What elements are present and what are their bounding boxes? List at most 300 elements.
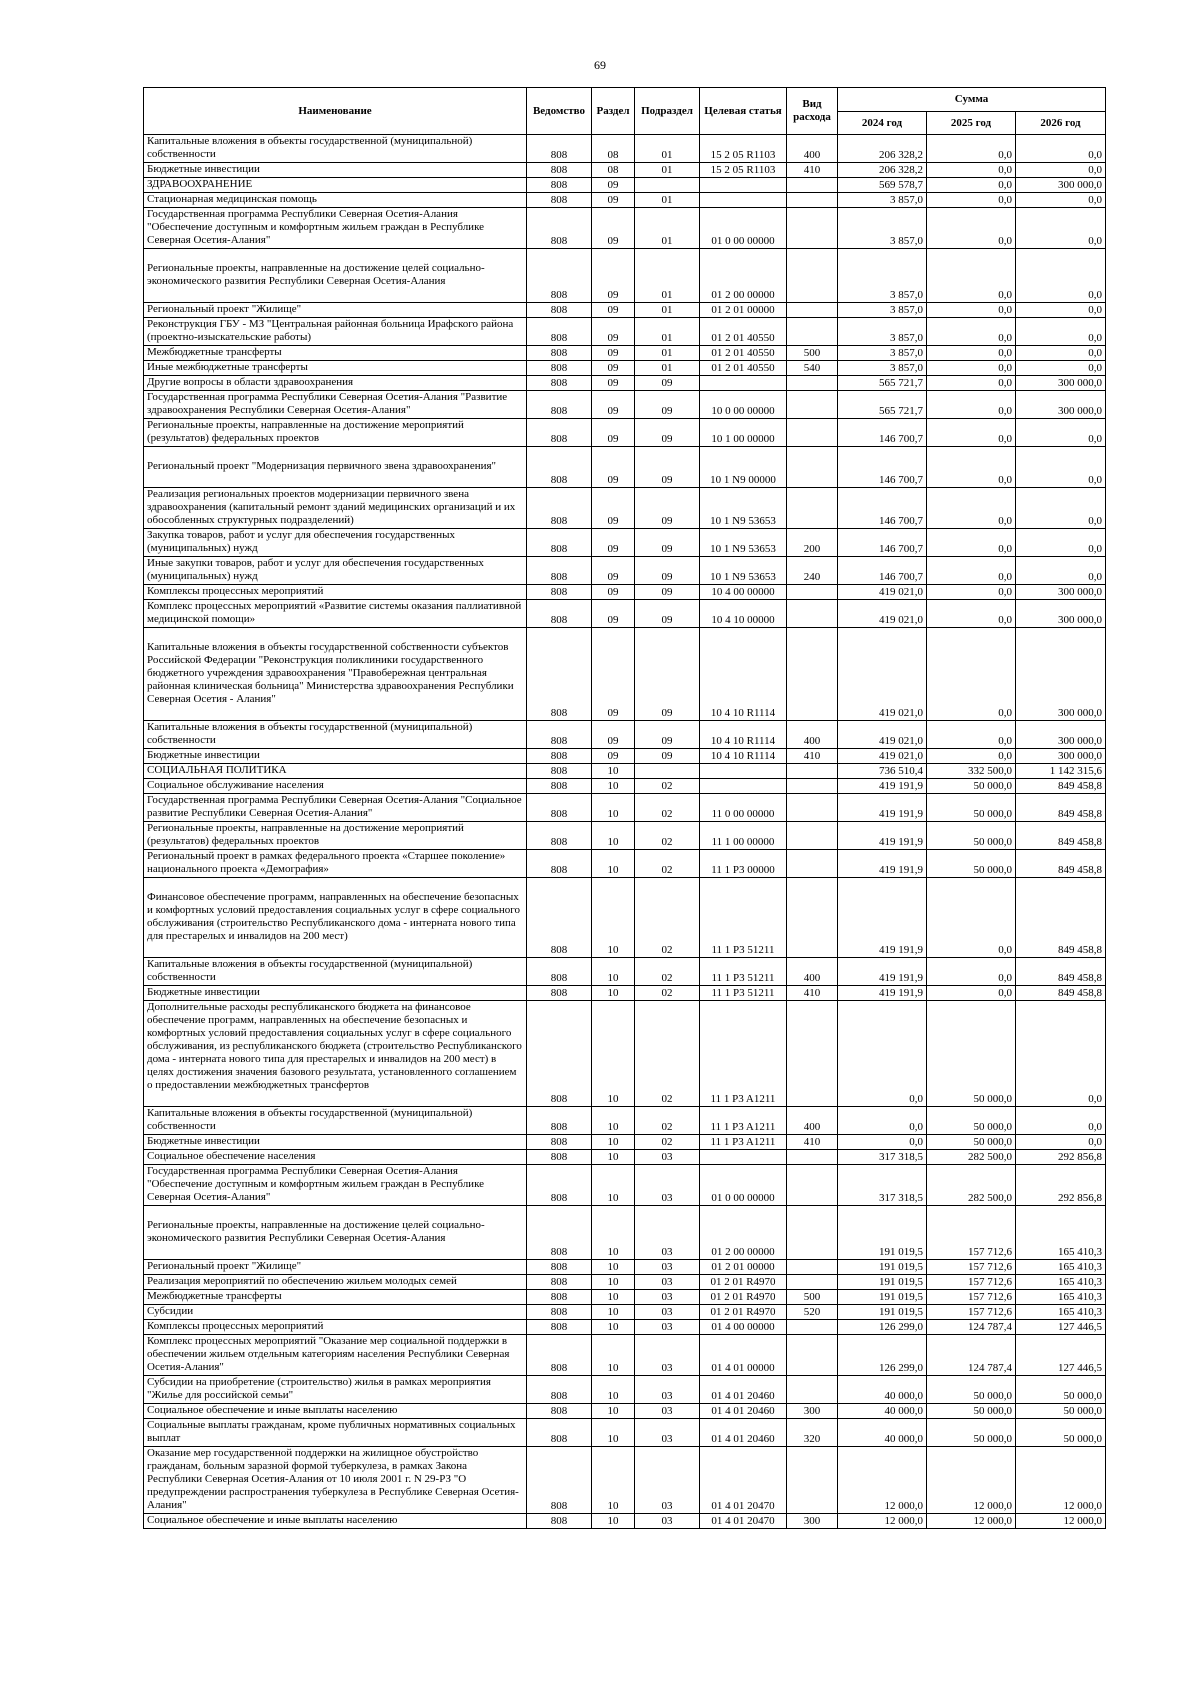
cell-target-article: 01 2 00 00000 [700, 1206, 787, 1260]
cell-section: 10 [592, 1290, 635, 1305]
cell-subsection: 02 [635, 878, 700, 958]
table-row [144, 958, 1106, 986]
cell-section: 10 [592, 1376, 635, 1404]
cell-2025: 0,0 [927, 178, 1016, 193]
cell-2026: 292 856,8 [1016, 1165, 1106, 1206]
table-row [144, 600, 1106, 628]
cell-name: Комплексы процессных мероприятий [144, 1320, 527, 1335]
table-row [144, 178, 1106, 193]
cell-target-article: 10 1 N9 53653 [700, 529, 787, 557]
cell-subsection: 02 [635, 986, 700, 1001]
cell-2026: 0,0 [1016, 447, 1106, 488]
cell-section: 10 [592, 1335, 635, 1376]
cell-name: Бюджетные инвестиции [144, 1135, 527, 1150]
cell-2025: 0,0 [927, 249, 1016, 303]
cell-section: 09 [592, 391, 635, 419]
cell-2024: 40 000,0 [838, 1376, 927, 1404]
header-expense-type: Вид расхода [787, 88, 838, 135]
cell-2025: 0,0 [927, 391, 1016, 419]
cell-2025: 0,0 [927, 878, 1016, 958]
cell-department: 808 [527, 318, 592, 346]
cell-expense-type [787, 391, 838, 419]
cell-2025: 50 000,0 [927, 850, 1016, 878]
cell-target-article: 01 4 01 20460 [700, 1404, 787, 1419]
cell-expense-type [787, 178, 838, 193]
cell-2024: 40 000,0 [838, 1419, 927, 1447]
cell-name: Социальное обеспечение и иные выплаты населению [144, 1514, 527, 1529]
table-row [144, 822, 1106, 850]
cell-expense-type: 540 [787, 361, 838, 376]
cell-target-article: 01 2 00 00000 [700, 249, 787, 303]
cell-department: 808 [527, 628, 592, 721]
cell-expense-type [787, 419, 838, 447]
cell-expense-type [787, 249, 838, 303]
cell-2025: 0,0 [927, 529, 1016, 557]
cell-2026: 0,0 [1016, 163, 1106, 178]
cell-2025: 0,0 [927, 557, 1016, 585]
cell-2026: 849 458,8 [1016, 878, 1106, 958]
cell-2024: 317 318,5 [838, 1150, 927, 1165]
cell-name: Другие вопросы в области здравоохранения [144, 376, 527, 391]
cell-subsection: 03 [635, 1335, 700, 1376]
header-sum: Сумма [838, 88, 1106, 112]
cell-subsection: 09 [635, 585, 700, 600]
cell-target-article: 11 1 P3 51211 [700, 986, 787, 1001]
cell-section: 10 [592, 986, 635, 1001]
cell-name: Социальное обеспечение и иные выплаты населению [144, 1404, 527, 1419]
cell-expense-type: 300 [787, 1404, 838, 1419]
cell-name: Государственная программа Республики Северная Осетия-Алания "Развитие здравоохранения Республики Северная Осетия-Алания" [144, 391, 527, 419]
cell-2025: 50 000,0 [927, 1135, 1016, 1150]
cell-expense-type [787, 303, 838, 318]
table-row [144, 1165, 1106, 1206]
cell-department: 808 [527, 850, 592, 878]
cell-subsection: 03 [635, 1447, 700, 1514]
cell-target-article: 10 4 10 R1114 [700, 628, 787, 721]
cell-department: 808 [527, 163, 592, 178]
cell-2024: 146 700,7 [838, 557, 927, 585]
cell-2025: 0,0 [927, 721, 1016, 749]
cell-expense-type [787, 447, 838, 488]
cell-department: 808 [527, 600, 592, 628]
cell-expense-type [787, 1376, 838, 1404]
cell-2024: 191 019,5 [838, 1260, 927, 1275]
cell-target-article: 01 0 00 00000 [700, 1165, 787, 1206]
cell-target-article: 11 1 P3 00000 [700, 850, 787, 878]
cell-section: 09 [592, 208, 635, 249]
cell-expense-type [787, 585, 838, 600]
cell-target-article: 10 1 N9 53653 [700, 557, 787, 585]
cell-department: 808 [527, 529, 592, 557]
cell-section: 10 [592, 1419, 635, 1447]
header-section: Раздел [592, 88, 635, 135]
cell-2026: 1 142 315,6 [1016, 764, 1106, 779]
table-row [144, 529, 1106, 557]
cell-expense-type: 400 [787, 1107, 838, 1135]
table-row [144, 391, 1106, 419]
cell-2025: 50 000,0 [927, 1376, 1016, 1404]
cell-subsection: 03 [635, 1290, 700, 1305]
cell-subsection: 01 [635, 193, 700, 208]
cell-2026: 165 410,3 [1016, 1290, 1106, 1305]
cell-name: Региональный проект "Модернизация первичного звена здравоохранения" [144, 447, 527, 488]
cell-2025: 0,0 [927, 303, 1016, 318]
cell-department: 808 [527, 822, 592, 850]
cell-expense-type [787, 850, 838, 878]
cell-section: 10 [592, 794, 635, 822]
cell-2024: 146 700,7 [838, 447, 927, 488]
cell-subsection: 09 [635, 419, 700, 447]
cell-section: 08 [592, 163, 635, 178]
cell-2024: 419 191,9 [838, 850, 927, 878]
cell-2024: 191 019,5 [838, 1206, 927, 1260]
table-row [144, 376, 1106, 391]
cell-department: 808 [527, 1275, 592, 1290]
cell-2025: 0,0 [927, 318, 1016, 346]
table-row [144, 1376, 1106, 1404]
cell-2026: 849 458,8 [1016, 986, 1106, 1001]
cell-target-article: 10 4 10 R1114 [700, 749, 787, 764]
cell-2025: 0,0 [927, 585, 1016, 600]
table-row [144, 303, 1106, 318]
table-row [144, 208, 1106, 249]
cell-2026: 0,0 [1016, 361, 1106, 376]
cell-2024: 419 021,0 [838, 749, 927, 764]
cell-2026: 165 410,3 [1016, 1260, 1106, 1275]
cell-name: Межбюджетные трансферты [144, 346, 527, 361]
cell-2024: 191 019,5 [838, 1305, 927, 1320]
cell-subsection [635, 764, 700, 779]
cell-2026: 0,0 [1016, 529, 1106, 557]
table-row [144, 1135, 1106, 1150]
cell-name: Стационарная медицинская помощь [144, 193, 527, 208]
cell-2025: 50 000,0 [927, 779, 1016, 794]
cell-name: Оказание мер государственной поддержки на жилищное обустройство гражданам, больным заразной формой туберкулеза, в рамках Закона Республики Северная Осетия-Алания от 10 июля 2001 г. N 29-РЗ "О предупреждении распространения туберкулеза в Республике Северная Осетия-Алания" [144, 1447, 527, 1514]
cell-2026: 849 458,8 [1016, 850, 1106, 878]
cell-2024: 206 328,2 [838, 135, 927, 163]
cell-target-article [700, 779, 787, 794]
cell-department: 808 [527, 419, 592, 447]
cell-name: Региональный проект "Жилище" [144, 303, 527, 318]
cell-subsection: 03 [635, 1165, 700, 1206]
cell-subsection: 02 [635, 958, 700, 986]
cell-subsection: 01 [635, 303, 700, 318]
cell-name: Капитальные вложения в объекты государственной (муниципальной) собственности [144, 135, 527, 163]
cell-2024: 126 299,0 [838, 1335, 927, 1376]
cell-department: 808 [527, 764, 592, 779]
cell-target-article: 01 2 01 R4970 [700, 1290, 787, 1305]
cell-2026: 0,0 [1016, 249, 1106, 303]
table-row [144, 1447, 1106, 1514]
cell-department: 808 [527, 361, 592, 376]
table-row [144, 986, 1106, 1001]
cell-section: 09 [592, 249, 635, 303]
cell-target-article: 11 1 00 00000 [700, 822, 787, 850]
cell-2025: 157 712,6 [927, 1290, 1016, 1305]
cell-2026: 0,0 [1016, 346, 1106, 361]
cell-2025: 124 787,4 [927, 1335, 1016, 1376]
table-row [144, 878, 1106, 958]
cell-expense-type [787, 376, 838, 391]
cell-expense-type: 400 [787, 958, 838, 986]
cell-name: Государственная программа Республики Северная Осетия-Алания "Обеспечение доступным и комфортным жильем граждан в Республике Северная Осетия-Алания" [144, 208, 527, 249]
cell-subsection: 09 [635, 600, 700, 628]
cell-expense-type [787, 822, 838, 850]
cell-target-article: 01 2 01 00000 [700, 1260, 787, 1275]
cell-department: 808 [527, 447, 592, 488]
cell-2026: 0,0 [1016, 318, 1106, 346]
cell-section: 09 [592, 361, 635, 376]
cell-department: 808 [527, 1320, 592, 1335]
table-row [144, 419, 1106, 447]
cell-2025: 0,0 [927, 958, 1016, 986]
cell-2026: 0,0 [1016, 557, 1106, 585]
cell-section: 10 [592, 822, 635, 850]
cell-subsection: 09 [635, 488, 700, 529]
cell-2026: 50 000,0 [1016, 1376, 1106, 1404]
cell-target-article: 11 1 P3 A1211 [700, 1107, 787, 1135]
cell-2024: 565 721,7 [838, 391, 927, 419]
cell-2025: 50 000,0 [927, 822, 1016, 850]
cell-expense-type [787, 794, 838, 822]
cell-2025: 282 500,0 [927, 1165, 1016, 1206]
cell-name: Региональный проект в рамках федерального проекта «Старшее поколение» национального проекта «Демография» [144, 850, 527, 878]
cell-2025: 0,0 [927, 193, 1016, 208]
table-row [144, 721, 1106, 749]
cell-section: 09 [592, 376, 635, 391]
cell-department: 808 [527, 1260, 592, 1275]
header-department: Ведомство [527, 88, 592, 135]
cell-2026: 0,0 [1016, 303, 1106, 318]
cell-subsection: 09 [635, 557, 700, 585]
cell-2025: 0,0 [927, 208, 1016, 249]
cell-2025: 0,0 [927, 419, 1016, 447]
cell-2025: 157 712,6 [927, 1275, 1016, 1290]
cell-target-article: 10 4 00 00000 [700, 585, 787, 600]
cell-2025: 0,0 [927, 447, 1016, 488]
cell-name: Иные межбюджетные трансферты [144, 361, 527, 376]
cell-name: Комплекс процессных мероприятий «Развитие системы оказания паллиативной медицинской помощи» [144, 600, 527, 628]
cell-section: 10 [592, 1150, 635, 1165]
cell-subsection: 01 [635, 346, 700, 361]
cell-expense-type [787, 488, 838, 529]
table-row [144, 1404, 1106, 1419]
cell-subsection: 03 [635, 1514, 700, 1529]
cell-department: 808 [527, 1376, 592, 1404]
cell-2024: 419 191,9 [838, 794, 927, 822]
cell-subsection: 02 [635, 1001, 700, 1107]
cell-2026: 50 000,0 [1016, 1419, 1106, 1447]
cell-subsection: 09 [635, 721, 700, 749]
cell-target-article: 01 4 00 00000 [700, 1320, 787, 1335]
table-row [144, 585, 1106, 600]
cell-target-article: 01 0 00 00000 [700, 208, 787, 249]
cell-expense-type: 520 [787, 1305, 838, 1320]
cell-expense-type [787, 1001, 838, 1107]
cell-department: 808 [527, 958, 592, 986]
cell-department: 808 [527, 376, 592, 391]
cell-2024: 3 857,0 [838, 249, 927, 303]
cell-target-article [700, 1150, 787, 1165]
cell-subsection: 09 [635, 391, 700, 419]
table-row [144, 1514, 1106, 1529]
cell-expense-type [787, 1320, 838, 1335]
cell-name: Капитальные вложения в объекты государственной собственности субъектов Российской Федерации "Реконструкция поликлиники государственного бюджетного учреждения здравоохранения "Правобережная центральная районная клиническая больница" Министерства здравоохранения Республики Северная Осетия - Алания" [144, 628, 527, 721]
cell-2024: 206 328,2 [838, 163, 927, 178]
page-number: 69 [594, 58, 606, 72]
cell-2024: 419 021,0 [838, 585, 927, 600]
cell-name: Субсидии [144, 1305, 527, 1320]
cell-2025: 50 000,0 [927, 1419, 1016, 1447]
cell-target-article: 01 2 01 40550 [700, 318, 787, 346]
cell-subsection: 02 [635, 850, 700, 878]
cell-expense-type [787, 764, 838, 779]
cell-2024: 419 021,0 [838, 600, 927, 628]
cell-target-article: 01 2 01 00000 [700, 303, 787, 318]
cell-department: 808 [527, 1335, 592, 1376]
cell-section: 09 [592, 303, 635, 318]
cell-2026: 300 000,0 [1016, 600, 1106, 628]
cell-expense-type: 320 [787, 1419, 838, 1447]
table-row [144, 1419, 1106, 1447]
cell-2025: 50 000,0 [927, 1107, 1016, 1135]
cell-2026: 0,0 [1016, 1001, 1106, 1107]
cell-department: 808 [527, 1107, 592, 1135]
cell-name: Реконструкция ГБУ - МЗ "Центральная районная больница Ирафского района (проектно-изыскательские работы) [144, 318, 527, 346]
cell-expense-type: 410 [787, 163, 838, 178]
cell-section: 10 [592, 1514, 635, 1529]
cell-section: 09 [592, 178, 635, 193]
table-row [144, 764, 1106, 779]
cell-name: Социальные выплаты гражданам, кроме публичных нормативных социальных выплат [144, 1419, 527, 1447]
header-name: Наименование [144, 88, 527, 135]
cell-name: Капитальные вложения в объекты государственной (муниципальной) собственности [144, 721, 527, 749]
cell-2026: 165 410,3 [1016, 1206, 1106, 1260]
cell-2024: 419 191,9 [838, 822, 927, 850]
cell-name: СОЦИАЛЬНАЯ ПОЛИТИКА [144, 764, 527, 779]
cell-section: 10 [592, 1275, 635, 1290]
cell-subsection: 03 [635, 1150, 700, 1165]
cell-2024: 191 019,5 [838, 1275, 927, 1290]
cell-expense-type [787, 600, 838, 628]
cell-section: 09 [592, 529, 635, 557]
cell-subsection: 02 [635, 1107, 700, 1135]
cell-section: 09 [592, 600, 635, 628]
cell-2024: 3 857,0 [838, 193, 927, 208]
cell-section: 10 [592, 958, 635, 986]
cell-2024: 317 318,5 [838, 1165, 927, 1206]
cell-section: 10 [592, 878, 635, 958]
cell-2026: 165 410,3 [1016, 1275, 1106, 1290]
cell-subsection: 03 [635, 1419, 700, 1447]
cell-subsection: 09 [635, 628, 700, 721]
cell-2024: 146 700,7 [838, 419, 927, 447]
cell-target-article: 10 1 N9 00000 [700, 447, 787, 488]
budget-table [143, 87, 1106, 1529]
cell-section: 10 [592, 1206, 635, 1260]
cell-name: Реализация региональных проектов модернизации первичного звена здравоохранения (капитальный ремонт зданий медицинских организаций и их обособленных структурных подразделений) [144, 488, 527, 529]
cell-section: 10 [592, 1404, 635, 1419]
cell-department: 808 [527, 391, 592, 419]
cell-name: Региональные проекты, направленные на достижение мероприятий (результатов) федеральных проектов [144, 419, 527, 447]
cell-department: 808 [527, 1150, 592, 1165]
cell-subsection: 03 [635, 1206, 700, 1260]
table-row [144, 447, 1106, 488]
cell-2026: 0,0 [1016, 419, 1106, 447]
cell-2026: 0,0 [1016, 1135, 1106, 1150]
table-row [144, 1001, 1106, 1107]
cell-2026: 300 000,0 [1016, 178, 1106, 193]
cell-target-article [700, 764, 787, 779]
table-row [144, 1260, 1106, 1275]
cell-2024: 419 021,0 [838, 721, 927, 749]
cell-expense-type: 200 [787, 529, 838, 557]
cell-section: 10 [592, 1447, 635, 1514]
cell-section: 09 [592, 318, 635, 346]
cell-expense-type: 410 [787, 1135, 838, 1150]
cell-target-article: 01 4 01 20460 [700, 1419, 787, 1447]
cell-2024: 569 578,7 [838, 178, 927, 193]
cell-subsection [635, 178, 700, 193]
cell-2025: 12 000,0 [927, 1514, 1016, 1529]
cell-2024: 0,0 [838, 1107, 927, 1135]
cell-subsection: 01 [635, 208, 700, 249]
cell-2024: 3 857,0 [838, 361, 927, 376]
cell-name: Капитальные вложения в объекты государственной (муниципальной) собственности [144, 1107, 527, 1135]
cell-subsection: 09 [635, 447, 700, 488]
cell-subsection: 02 [635, 779, 700, 794]
cell-subsection: 09 [635, 749, 700, 764]
cell-target-article: 15 2 05 R1103 [700, 135, 787, 163]
cell-2025: 124 787,4 [927, 1320, 1016, 1335]
cell-expense-type: 500 [787, 1290, 838, 1305]
cell-section: 10 [592, 1165, 635, 1206]
cell-department: 808 [527, 878, 592, 958]
cell-name: Региональный проект "Жилище" [144, 1260, 527, 1275]
cell-target-article [700, 193, 787, 208]
cell-department: 808 [527, 1001, 592, 1107]
cell-section: 09 [592, 628, 635, 721]
cell-name: Государственная программа Республики Северная Осетия-Алания "Социальное развитие Республики Северная Осетия-Алания" [144, 794, 527, 822]
cell-target-article: 10 4 10 00000 [700, 600, 787, 628]
cell-name: Бюджетные инвестиции [144, 986, 527, 1001]
cell-name: Межбюджетные трансферты [144, 1290, 527, 1305]
table-row [144, 628, 1106, 721]
cell-department: 808 [527, 1165, 592, 1206]
cell-2026: 300 000,0 [1016, 391, 1106, 419]
cell-2024: 419 021,0 [838, 628, 927, 721]
cell-subsection: 03 [635, 1260, 700, 1275]
cell-section: 09 [592, 488, 635, 529]
cell-2026: 0,0 [1016, 488, 1106, 529]
header-year-2024: 2024 год [838, 112, 927, 135]
cell-name: Бюджетные инвестиции [144, 749, 527, 764]
cell-2024: 419 191,9 [838, 958, 927, 986]
cell-department: 808 [527, 557, 592, 585]
cell-2025: 0,0 [927, 986, 1016, 1001]
cell-2024: 40 000,0 [838, 1404, 927, 1419]
cell-2026: 50 000,0 [1016, 1404, 1106, 1419]
table-row [144, 1107, 1106, 1135]
cell-department: 808 [527, 249, 592, 303]
cell-target-article: 01 2 01 40550 [700, 361, 787, 376]
cell-2025: 332 500,0 [927, 764, 1016, 779]
cell-2024: 0,0 [838, 1135, 927, 1150]
cell-section: 09 [592, 749, 635, 764]
cell-subsection: 01 [635, 163, 700, 178]
cell-department: 808 [527, 1290, 592, 1305]
cell-department: 808 [527, 779, 592, 794]
